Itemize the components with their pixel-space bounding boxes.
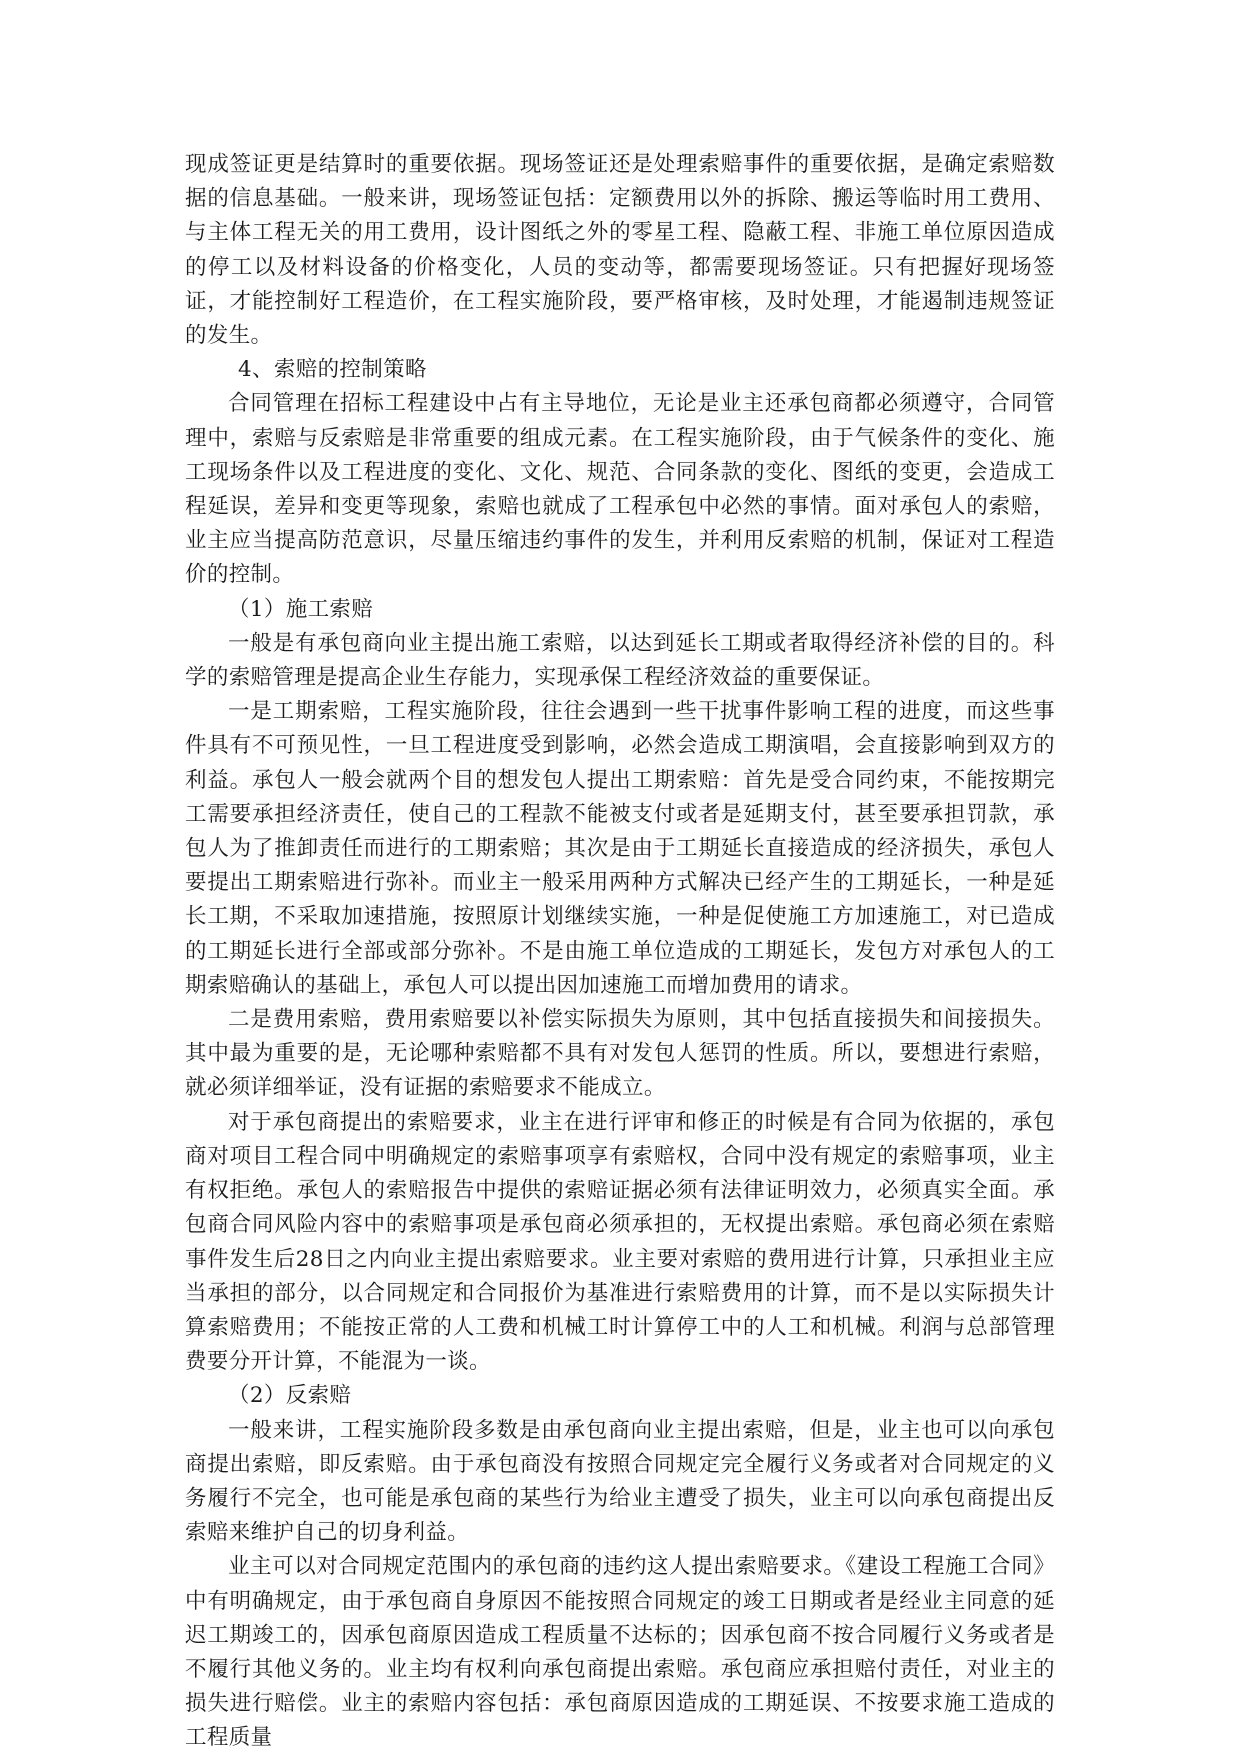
paragraph-counter-claim-intro: 一般来讲，工程实施阶段多数是由承包商向业主提出索赔，但是，业主也可以向承包商提出索赔，即反索赔。由于承包商没有按照合同规定完全履行义务或者对合同规定的义务履行不完全，也可能是承包商的某些行为给业主遭受了损失，业主可以向承包商提出反索赔来维护自己的切身利益。 — [185, 1417, 1055, 1546]
paragraph-site-visa: 现成签证更是结算时的重要依据。现场签证还是处理索赔事件的重要依据，是确定索赔数据的信息基础。一般来讲，现场签证包括：定额费用以外的拆除、搬运等临时用工费用、与主体工程无关的用工费用，设计图纸之外的零星工程、隐蔽工程、非施工单位原因造成的停工以及材料设备的价格变化，人员的变动等，都需要现场签证。只有把握好现场签证，才能控制好工程造价，在工程实施阶段，要严格审核，及时处理，才能遏制违规签证的发生。 — [185, 152, 1055, 349]
document-page — [185, 148, 1055, 1756]
paragraph-claim-intro: 一般是有承包商向业主提出施工索赔，以达到延长工期或者取得经济补偿的目的。科学的索赔管理是提高企业生存能力，实现承保工程经济效益的重要保证。 — [185, 630, 1055, 691]
paragraph-owner-review: 对于承包商提出的索赔要求，业主在进行评审和修正的时候是有合同为依据的，承包商对项目工程合同中明确规定的索赔事项享有索赔权，合同中没有规定的索赔事项，业主有权拒绝。承包人的索赔报告中提供的索赔证据必须有法律证明效力，必须真实全面。承包商合同风险内容中的索赔事项是承包商必须承担的，无权提出索赔。承包商必须在索赔事件发生后28日之内向业主提出索赔要求。业主要对索赔的费用进行计算，只承担业主应当承担的部分，以合同规定和合同报价为基准进行索赔费用的计算，而不是以实际损失计算索赔费用；不能按正常的人工费和机械工时计算停工中的人工和机械。利润与总部管理费要分开计算，不能混为一谈。 — [185, 1109, 1055, 1375]
paragraph-cost-claim: 二是费用索赔，费用索赔要以补偿实际损失为原则，其中包括直接损失和间接损失。其中最为重要的是，无论哪种索赔都不具有对发包人惩罚的性质。所以，要想进行索赔，就必须详细举证，没有证据的索赔要求不能成立。 — [185, 1007, 1055, 1101]
paragraph-owner-rights: 业主可以对合同规定范围内的承包商的违约这人提出索赔要求。《建设工程施工合同》中有明确规定，由于承包商自身原因不能按照合同规定的竣工日期或者是经业主同意的延迟工期竣工的，因承包商原因造成工程质量不达标的；因承包商不按合同履行义务或者是不履行其他义务的。业主均有权利向承包商提出索赔。承包商应承担赔付责任，对业主的损失进行赔偿。业主的索赔内容包括：承包商原因造成的工期延误、不按要求施工造成的工程质量 — [185, 1554, 1055, 1751]
paragraph-contract-management: 合同管理在招标工程建设中占有主导地位，无论是业主还承包商都必须遵守，合同管理中，索赔与反索赔是非常重要的组成元素。在工程实施阶段，由于气候条件的变化、施工现场条件以及工程进度的变化、文化、规范、合同条款的变化、图纸的变更，会造成工程延误，差异和变更等现象，索赔也就成了工程承包中必然的事情。面对承包人的索赔，业主应当提高防范意识，尽量压缩违约事件的发生，并利用反索赔的机制，保证对工程造价的控制。 — [185, 391, 1055, 588]
subheading-construction-claim: （1）施工索赔 — [228, 596, 374, 622]
subheading-counter-claim: （2）反索赔 — [228, 1383, 352, 1409]
section-heading-claim-control: 4、索赔的控制策略 — [238, 357, 427, 383]
paragraph-schedule-claim: 一是工期索赔，工程实施阶段，往往会遇到一些干扰事件影响工程的进度，而这些事件具有不可预见性，一旦工程进度受到影响，必然会造成工期演唱，会直接影响到双方的利益。承包人一般会就两个目的想发包人提出工期索赔：首先是受合同约束，不能按期完工需要承担经济责任，使自己的工程款不能被支付或者是延期支付，甚至要承担罚款，承包人为了推卸责任而进行的工期索赔；其次是由于工期延长直接造成的经济损失，承包人要提出工期索赔进行弥补。而业主一般采用两种方式解决已经产生的工期延长，一种是延长工期，不采取加速措施，按照原计划继续实施，一种是促使施工方加速施工，对已造成的工期延长进行全部或部分弥补。不是由施工单位造成的工期延长，发包方对承包人的工期索赔确认的基础上，承包人可以提出因加速施工而增加费用的请求。 — [185, 699, 1055, 998]
